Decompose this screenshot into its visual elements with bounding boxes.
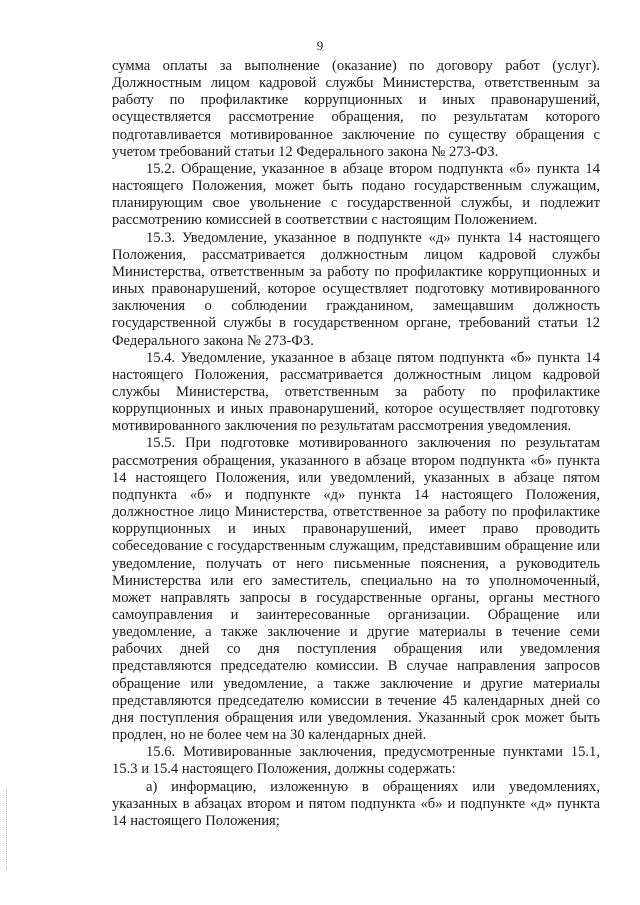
paragraph-15-2: 15.2. Обращение, указанное в абзаце втором подпункта «б» пункта 14 настоящего Положения, может быть подано государственным служащим, планирующим свое увольнение с государственной службы, и подлежит рассмотрению комиссией в соответствии с настоящим Положением. bbox=[112, 160, 600, 229]
paragraph-continuation: сумма оплаты за выполнение (оказание) по договору работ (услуг). Должностным лицом кадровой службы Министерства, ответственным за работу по профилактике коррупционных и иных правонарушений, осуществляется рассмотрение обращения, по результатам которого подготавливается мотивированное заключение по существу обращения с учетом требований статьи 12 Федерального закона № 273-ФЗ. bbox=[112, 58, 600, 160]
page-number: 9 bbox=[316, 38, 324, 53]
paragraph-15-6: 15.6. Мотивированные заключения, предусмотренные пунктами 15.1, 15.3 и 15.4 настоящего Положения, должны содержать: bbox=[112, 744, 600, 778]
paragraph-15-4: 15.4. Уведомление, указанное в абзаце пятом подпункта «б» пункта 14 настоящего Положения, рассматривается должностным лицом кадровой службы Министерства, ответственным за работу по профилактике коррупционных и иных правонарушений, которое осуществляет подготовку мотивированного заключения по результатам рассмотрения уведомления. bbox=[112, 349, 600, 435]
paragraph-15-3: 15.3. Уведомление, указанное в подпункте «д» пункта 14 настоящего Положения, рассматривается должностным лицом кадровой службы Министерства, ответственным за работу по профилактике коррупционных и иных правонарушений, которое осуществляет подготовку мотивированного заключения о соблюдении гражданином, замещавшим должность государственной службы в государственном органе, требований статьи 12 Федерального закона № 273-ФЗ. bbox=[112, 229, 600, 349]
paragraph-15-6-a: а) информацию, изложенную в обращениях или уведомлениях, указанных в абзацах втором и пятом подпункта «б» и подпункте «д» пункта 14 настоящего Положения; bbox=[112, 778, 600, 829]
document-body bbox=[112, 58, 600, 830]
paragraph-15-5: 15.5. При подготовке мотивированного заключения по результатам рассмотрения обращения, указанного в абзаце втором подпункта «б» пункта 14 настоящего Положения, или уведомлений, указанных в абзаце пятом подпункта «б» и подпункте «д» пункта 14 настоящего Положения, должностное лицо Министерства, ответственное за работу по профилактике коррупционных и иных правонарушений, имеет право проводить собеседование с государственным служащим, представившим обращение или уведомление, получать от него письменные пояснения, а руководитель Министерства или его заместитель, специально на то уполномоченный, может направлять запросы в государственные органы, органы местного самоуправления и заинтересованные организации. Обращение или уведомление, а также заключение и другие материалы в течение семи рабочих дней со дня поступления обращения или уведомления представляются председателю комиссии. В случае направления запросов обращение или уведомление, а также заключение и другие материалы представляются председателю комиссии в течение 45 календарных дней со дня поступления обращения или уведомления. Указанный срок может быть продлен, но не более чем на 30 календарных дней. bbox=[112, 435, 600, 744]
scan-margin-marks bbox=[6, 790, 10, 870]
